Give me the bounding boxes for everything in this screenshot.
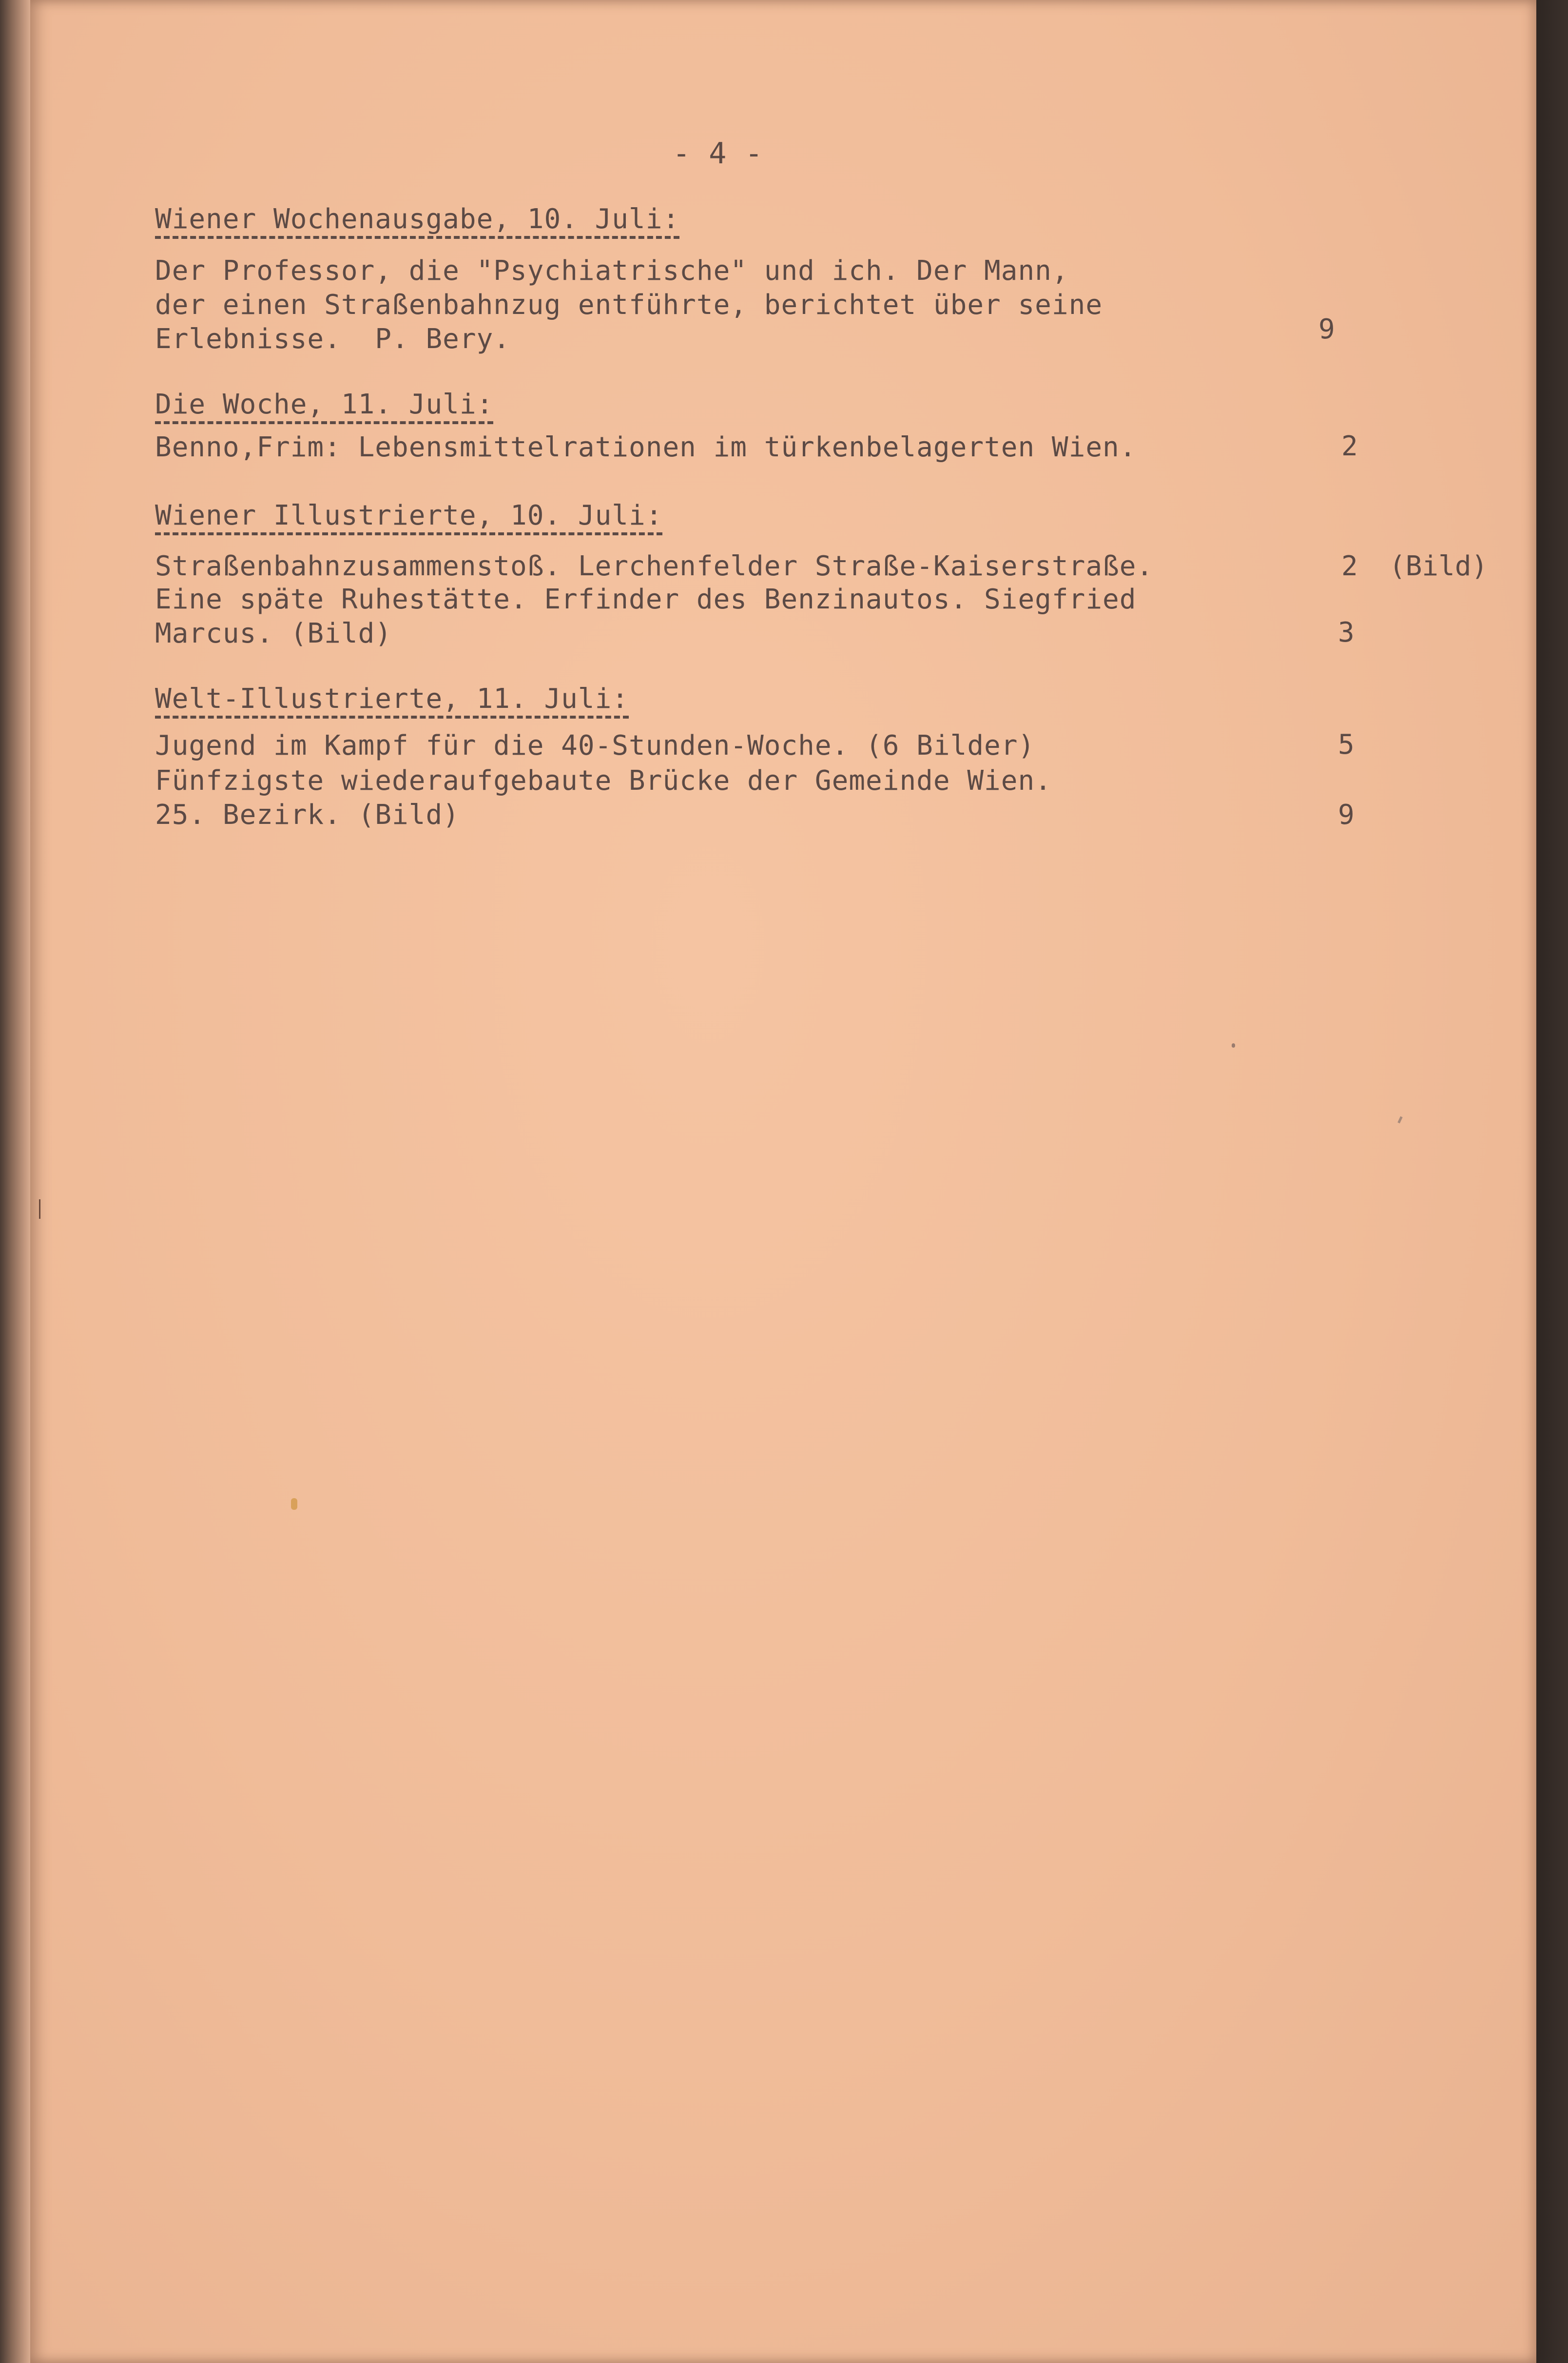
page-reference: 9 [1318, 313, 1335, 345]
page-number: - 4 - [673, 137, 763, 171]
section-heading: Die Woche, 11. Juli: [155, 391, 493, 424]
entry-line: Marcus. (Bild) [155, 618, 392, 649]
entry-line: Der Professor, die "Psychiatrische" und ich. Der Mann, [155, 255, 1069, 287]
image-note: (Bild) [1389, 550, 1488, 582]
entry-line: 25. Bezirk. (Bild) [155, 799, 460, 831]
page-reference: 3 [1338, 617, 1355, 648]
entry-line: Eine späte Ruhestätte. Erfinder des Benzinautos. Siegfried [155, 584, 1137, 615]
entry-line: Erlebnisse. P. Bery. [155, 323, 511, 355]
paper-speck [1232, 1043, 1235, 1048]
entry-line: Straßenbahnzusammenstoß. Lerchenfelder Straße-Kaiserstraße. [155, 550, 1154, 582]
page-reference: 9 [1338, 799, 1355, 831]
page-reference: 5 [1338, 729, 1355, 761]
section-heading: Wiener Illustrierte, 10. Juli: [155, 502, 662, 535]
page-reference: 2 [1341, 430, 1358, 462]
section-heading: Wiener Wochenausgabe, 10. Juli: [155, 206, 679, 239]
entry-line: Benno,Frim: Lebensmittelrationen im türkenbelagerten Wien. [155, 431, 1137, 463]
paper-stain [291, 1498, 297, 1510]
page-edge-shadow [1536, 0, 1568, 2363]
entry-line: Fünfzigste wiederaufgebaute Brücke der Gemeinde Wien. [155, 765, 1052, 797]
section-heading: Welt-Illustrierte, 11. Juli: [155, 685, 629, 719]
page-reference: 2 [1341, 550, 1358, 582]
entry-line: der einen Straßenbahnzug entführte, berichtet über seine [155, 289, 1103, 321]
entry-line: Jugend im Kampf für die 40-Stunden-Woche. (6 Bilder) [155, 730, 1035, 762]
margin-mark [39, 1199, 40, 1219]
book-spine-shadow [0, 0, 30, 2363]
